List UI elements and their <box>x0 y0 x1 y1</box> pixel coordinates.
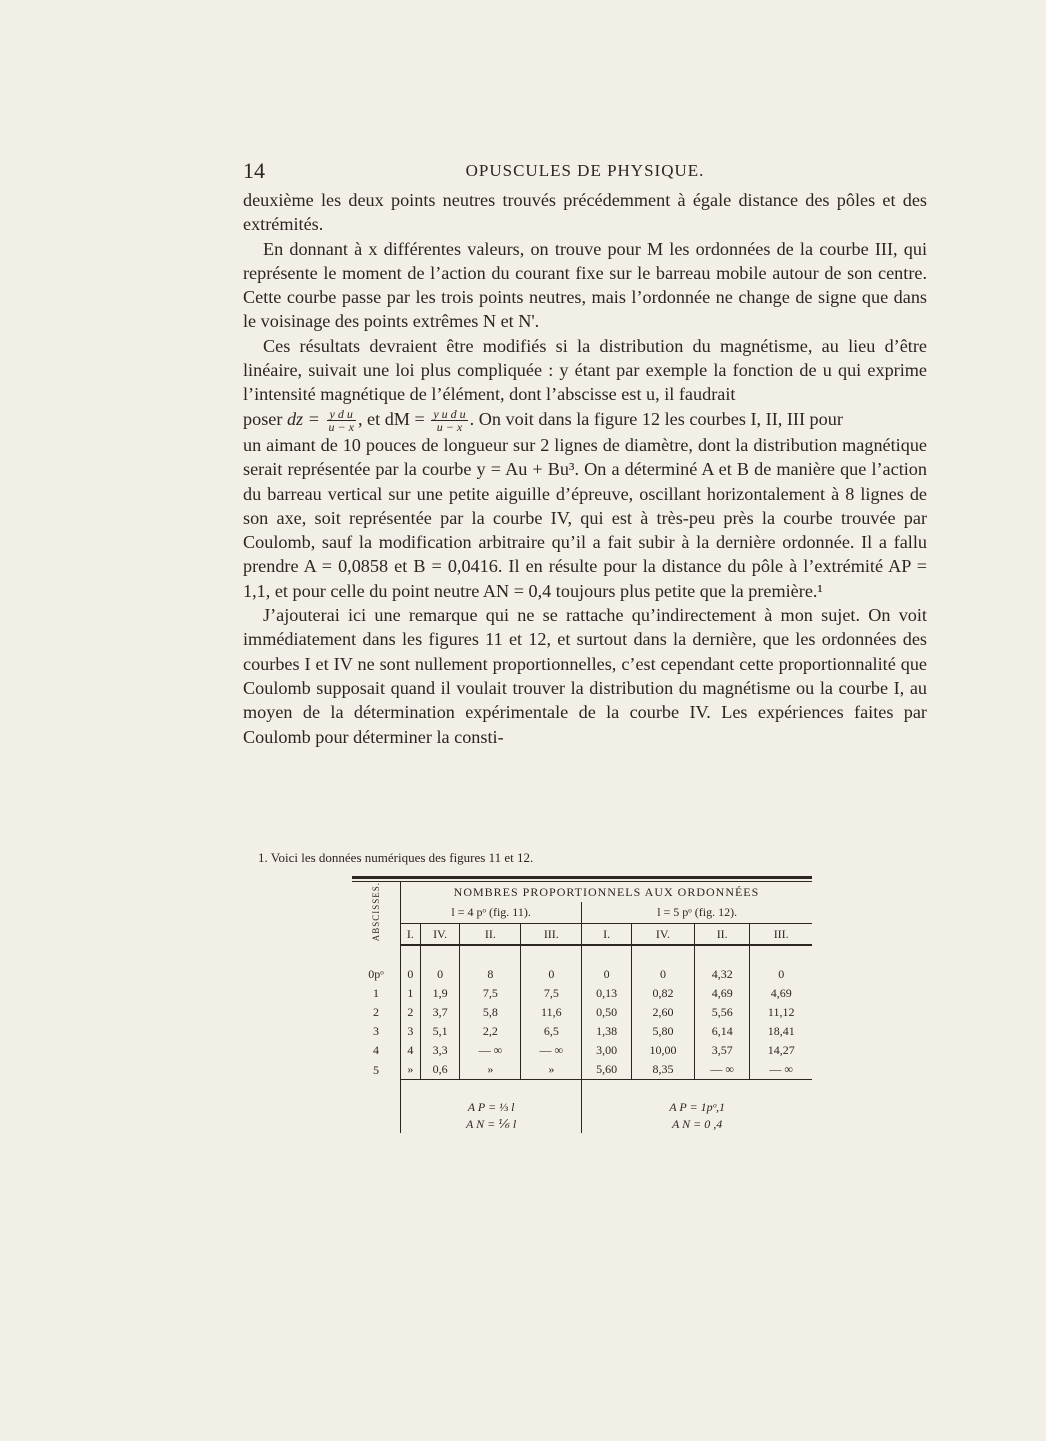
group-2-label: l = 5 pᵒ (fig. 12). <box>582 902 812 923</box>
table-cell: 4 <box>407 1043 414 1058</box>
table-cell: 0 <box>631 965 694 984</box>
column-header: II. <box>695 923 750 945</box>
group-2-ap: A P = 1pᵒ,1 <box>669 1100 726 1115</box>
table-cell: 3,7 <box>420 1003 460 1022</box>
table-cell: 3,3 <box>420 1041 460 1060</box>
formula-line <box>243 407 927 433</box>
table-cell: — ∞ <box>460 1041 521 1060</box>
table-cell: 8,35 <box>631 1060 694 1080</box>
table-cell: 11,12 <box>750 1003 812 1022</box>
table-cell: 8 <box>460 965 521 984</box>
paragraph-4: un aimant de 10 pouces de longueur sur 2 lignes de diamètre, dont la distribution magnétique serait représentée par la courbe y = Au + Bu³. On a déterminé A et B de manière que l’action du barreau vertical sur une petite aiguille d’épreuve, oscillant horizontalement à 8 lignes de son axe, soit représentée par la courbe IV, qui est à très-peu près la courbe trouvée par Coulomb, sauf la modification arbitraire qu’il a fait subir à la dernière ordonnée. Il a fallu prendre A = 0,0858 et B = 0,0416. Il en résulte pour la distance du pôle à l’extrémité AP = 1,1, et pour celle du point neutre AN = 0,4 toujours plus petite que la première.¹ <box>243 435 927 601</box>
page-header <box>243 158 927 182</box>
column-header: III. <box>750 923 812 945</box>
table-cell: 1 <box>407 986 414 1001</box>
table-cell: 0,13 <box>582 984 632 1003</box>
table-cell: — ∞ <box>750 1060 812 1080</box>
formula-dz: dz = <box>286 408 320 429</box>
fraction-2-numerator: y u d u <box>433 407 466 421</box>
abscissa-cell: 2 <box>352 1003 401 1022</box>
table-cell: 2 <box>407 1005 414 1020</box>
formula-middle: , et dM = <box>357 408 425 429</box>
column-header: II. <box>460 923 521 945</box>
table-cell: 0 <box>750 965 812 984</box>
column-header: IV. <box>420 923 460 945</box>
table-cell: 6,14 <box>695 1022 750 1041</box>
table-cell: — ∞ <box>695 1060 750 1080</box>
fraction-2 <box>431 408 467 433</box>
group-1-ap: A P = ⅓ l <box>467 1100 515 1115</box>
abscissa-cell: 3 <box>352 1022 401 1041</box>
group-2-an: A N = 0 ,4 <box>672 1117 723 1132</box>
column-header: I. <box>582 923 632 945</box>
body-text <box>243 188 927 749</box>
table-row <box>352 1060 812 1080</box>
table-cell: 0,82 <box>631 984 694 1003</box>
group-1-footer <box>401 1099 582 1133</box>
column-header: IV. <box>631 923 694 945</box>
table-cell: » <box>460 1060 521 1080</box>
formula-suffix: . On voit dans la figure 12 les courbes I, II, III pour <box>469 408 843 429</box>
table-cell: » <box>407 1062 414 1077</box>
abscissa-cell: 4 <box>352 1041 401 1060</box>
abscissa-label: ABSCISSES. <box>371 882 381 942</box>
table-cell: 7,5 <box>460 984 521 1003</box>
table-cell: 0,6 <box>420 1060 460 1080</box>
table-cell: 5,80 <box>631 1022 694 1041</box>
table-cell: 1,9 <box>420 984 460 1003</box>
group-1-an: A N = ⅙ l <box>466 1117 517 1132</box>
table-cell: 2,60 <box>631 1003 694 1022</box>
table-cell: 0 <box>521 965 582 984</box>
table-cell: 4,69 <box>695 984 750 1003</box>
paragraph-5: J’ajouterai ici une remarque qui ne se rattache qu’indirectement à mon sujet. On voit immédiatement dans les figures 11 et 12, et surtout dans la dernière, que les ordonnées des courbes I et IV ne sont nullement proportionnelles, c’est cependant cette proportionnalité que Coulomb supposait quand il voulait trouver la distribution du magnétisme ou la courbe I, au moyen de la détermination expérimentale de la courbe IV. Les expériences faites par Coulomb pour déterminer la consti- <box>243 605 927 747</box>
group-1-label: l = 4 pᵒ (fig. 11). <box>401 902 582 923</box>
abscissa-cell: 1 <box>352 984 401 1003</box>
fraction-1-numerator: y d u <box>327 408 356 421</box>
table-row <box>352 965 812 984</box>
table-cell: 3,57 <box>695 1041 750 1060</box>
table-cell: 1,38 <box>582 1022 632 1041</box>
group-title: NOMBRES PROPORTIONNELS AUX ORDONNÉES <box>453 884 760 899</box>
group-2-footer <box>582 1099 812 1133</box>
table-row <box>352 1003 812 1022</box>
column-header: I. <box>401 923 421 945</box>
table-cell: 6,5 <box>521 1022 582 1041</box>
abscissa-cell: 0pᵒ <box>352 965 401 984</box>
running-title: OPUSCULES DE PHYSIQUE. <box>465 161 705 180</box>
table-cell: 14,27 <box>750 1041 812 1060</box>
data-table <box>352 876 812 1133</box>
table-cell: 2,2 <box>460 1022 521 1041</box>
table-cell: 4,69 <box>750 984 812 1003</box>
table-cell: 0 <box>582 965 632 984</box>
table-cell: 11,6 <box>521 1003 582 1022</box>
table-cell: 5,56 <box>695 1003 750 1022</box>
table-cell: 7,5 <box>521 984 582 1003</box>
table-cell: 4,32 <box>695 965 750 984</box>
paragraph-3: Ces résultats devraient être modifiés si la distribution du magnétisme, au lieu d’être linéaire, suivait une loi plus compliquée : y étant par exemple la fonction de u qui exprime l’intensité magnétique de l’élément, dont l’abscisse est u, il faudrait <box>243 335 927 405</box>
ordinates-table <box>352 882 812 1133</box>
table-cell: 5,8 <box>460 1003 521 1022</box>
table-cell: » <box>521 1060 582 1080</box>
paragraph-1: deuxième les deux points neutres trouvés précédemment à égale distance des pôles et des extrémités. <box>243 190 927 235</box>
fraction-1-denominator: u − x <box>328 420 354 434</box>
table-row <box>352 984 812 1003</box>
footnote: 1. Voici les données numériques des figures 11 et 12. <box>258 850 534 865</box>
formula-prefix: poser <box>243 408 287 429</box>
table-cell: 5,1 <box>420 1022 460 1041</box>
table-row <box>352 1041 812 1060</box>
table-cell: 5,60 <box>582 1060 632 1080</box>
table-cell: 0 <box>420 965 460 984</box>
table-top-rule-thick <box>352 876 812 879</box>
table-cell: 0 <box>407 967 414 982</box>
fraction-1 <box>327 408 356 433</box>
column-header: III. <box>521 923 582 945</box>
table-cell: 10,00 <box>631 1041 694 1060</box>
table-cell: 0,50 <box>582 1003 632 1022</box>
abscissa-header-cell <box>352 882 401 945</box>
table-cell: 3,00 <box>582 1041 632 1060</box>
paragraph-2: En donnant à x différentes valeurs, on trouve pour M les ordonnées de la courbe III, qui représente le moment de l’action du courant fixe sur le barreau mobile autour de son centre. Cette courbe passe par les trois points neutres, mais l’ordonnée ne change de signe que dans le voisinage des points extrêmes N et N'. <box>243 238 927 332</box>
table-row <box>352 1022 812 1041</box>
abscissa-cell: 5 <box>352 1060 401 1080</box>
table-cell: 3 <box>407 1024 414 1039</box>
table-cell: 18,41 <box>750 1022 812 1041</box>
table-cell: — ∞ <box>521 1041 582 1060</box>
page-number: 14 <box>243 158 265 183</box>
fraction-2-denominator: u − x <box>436 420 463 434</box>
